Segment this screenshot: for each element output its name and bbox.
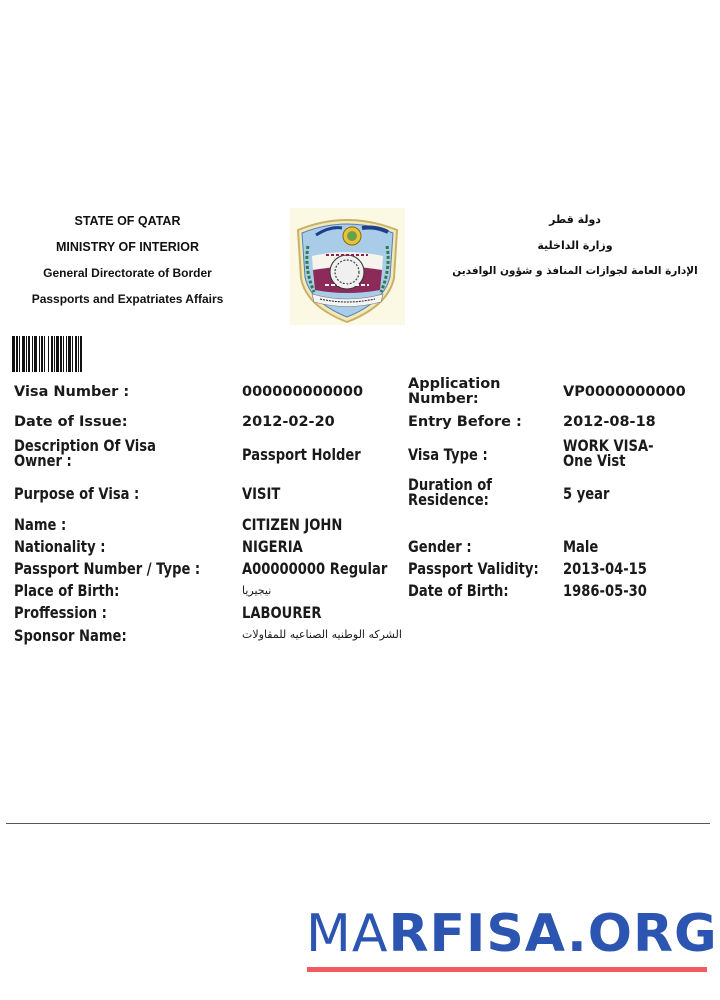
visa-number-label: Visa Number :: [14, 384, 130, 400]
ministry-title-arabic: وزارة الداخلية: [537, 239, 613, 252]
gender-label: Gender :: [408, 537, 472, 556]
passport-number-label: Passport Number / Type :: [14, 559, 201, 578]
visa-type-value-line2: One Vist: [563, 451, 626, 470]
profession-label: Proffession :: [14, 603, 107, 622]
watermark-bold-text: RFISA.ORG: [388, 904, 718, 964]
purpose-label: Purpose of Visa :: [14, 484, 140, 503]
visa-number-value: 000000000000: [242, 384, 364, 400]
duration-value: 5 year: [563, 484, 610, 503]
gender-value: Male: [563, 537, 599, 556]
duration-label: [408, 477, 492, 507]
date-of-birth-label: Date of Birth:: [408, 581, 509, 600]
nationality-label: Nationality :: [14, 537, 106, 556]
place-of-birth-value: نيجيريا: [242, 584, 272, 597]
entry-before-value: 2012-08-18: [563, 414, 656, 430]
visa-type-value-line1: WORK VISA-: [563, 436, 654, 455]
sponsor-name-value: الشركه الوطنيه الصناعيه للمقاولات: [242, 628, 402, 641]
duration-label-line1: Duration of: [408, 475, 492, 494]
name-label: Name :: [14, 515, 67, 534]
passport-validity-value: 2013-04-15: [563, 559, 647, 578]
directorate-title: General Directorate of Border: [43, 266, 212, 280]
divider-line: [6, 823, 710, 824]
watermark-thin-text: MA: [306, 904, 389, 964]
purpose-value: VISIT: [242, 484, 281, 503]
place-of-birth-label: Place of Birth:: [14, 581, 120, 600]
date-of-issue-value: 2012-02-20: [242, 414, 335, 430]
barcode-icon: [12, 336, 119, 372]
nationality-value: NIGERIA: [242, 537, 303, 556]
ministry-title: MINISTRY OF INTERIOR: [55, 240, 200, 254]
application-number-value: VP0000000000: [563, 384, 686, 400]
visa-type-value: [563, 438, 654, 468]
description-owner-label-line2: Owner :: [14, 451, 72, 470]
department-title: Passports and Expatriates Affairs: [31, 292, 224, 306]
description-owner-label-line1: Description Of Visa: [14, 436, 156, 455]
entry-before-label: Entry Before :: [408, 414, 522, 430]
state-title: STATE OF QATAR: [74, 214, 181, 228]
visa-type-label: Visa Type :: [408, 445, 488, 464]
watermark-underline: [307, 967, 707, 972]
state-title-arabic: دولة قطر: [549, 213, 601, 226]
ministry-emblem-icon: [290, 208, 405, 325]
description-owner-value: Passport Holder: [242, 445, 361, 464]
description-owner-label: [14, 438, 156, 468]
application-number-label-line1: Application: [408, 376, 501, 392]
application-number-label-line2: Number:: [408, 391, 479, 407]
application-number-label: [408, 377, 501, 407]
date-of-birth-value: 1986-05-30: [563, 581, 647, 600]
duration-label-line2: Residence:: [408, 490, 489, 509]
sponsor-name-label: Sponsor Name:: [14, 626, 127, 645]
name-value: CITIZEN JOHN: [242, 515, 343, 534]
watermark-logo: [306, 904, 718, 964]
date-of-issue-label: Date of Issue:: [14, 414, 128, 430]
passport-validity-label: Passport Validity:: [408, 559, 539, 578]
profession-value: LABOURER: [242, 603, 322, 622]
passport-number-value: A00000000 Regular: [242, 559, 388, 578]
barcode-bar: [80, 336, 82, 372]
directorate-title-arabic: الإدارة العامة لجوازات المنافذ و شؤون الوافدين: [452, 265, 698, 277]
